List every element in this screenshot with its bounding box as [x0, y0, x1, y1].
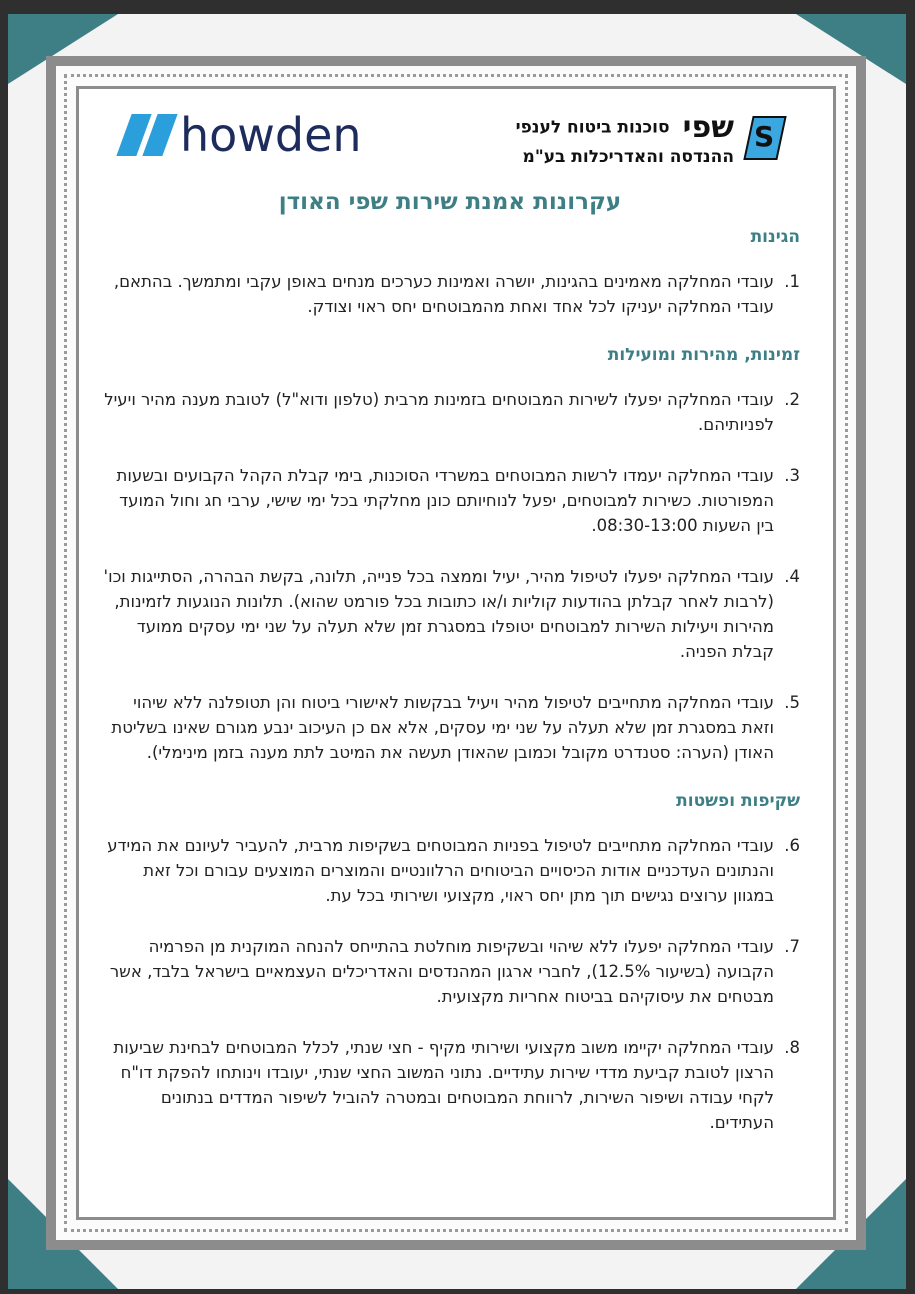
- item-text: עובדי המחלקה יפעלו ללא שיהוי ובשקיפות מוחלטת בהתייחס להנחה המוקנית מן הפרמיה הקבועה (בשיעור 12.5%), לחברי ארגון המהנדסים והאדריכלים העצמאיים בישראל בלבד, אשר מבטחים את עיסוקיהם בביטוח אחריות מקצועית.: [109, 937, 774, 1006]
- shafi-s-icon: S: [744, 116, 782, 162]
- header: [100, 100, 800, 175]
- item-text: עובדי המחלקה יפעלו לטיפול מהיר, יעיל וממצה בכל פנייה, תלונה, בקשת הבהרה, הסתייגות וכו' (לרבות לאחר קבלתן בהודעות קוליות ו/או כתובות בכל פורמט שהוא). תלונות הנוגעות לזמינות, מהירות ויעילות השירות למבוטחים יטופלו במסגרת זמן שלא תעלה על שני ימי עסקים ממועד קבלת הפניה.: [103, 567, 774, 661]
- item-text: עובדי המחלקה יעמדו לרשות המבוטחים במשרדי הסוכנות, בימי קבלת הקהל הקבועים ובשעות המפורטות. כשירות למבוטחים, יפעל לנוחיותם כונן מחלקתי בכל ימי שישי, ערבי חג וחול המועד בין השעות 08:30-13:00.: [116, 466, 774, 535]
- charter-item: [100, 690, 800, 765]
- shafi-tagline-1: סוכנות ביטוח לענפי: [515, 117, 670, 138]
- item-text: עובדי המחלקה מתחייבים לטיפול מהיר ויעיל בבקשות לאישורי ביטוח והן תטופלנה ללא שיהוי וזאת במסגרת זמן שלא תעלה על שני ימי עסקים, אלא אם כן העיכוב ינבע מגורם שאינו בשליטת האודן (הערה: סטנדרט מקובל וכמובן שהאודן תעשה את המיטב לתת מענה בזמן מינימלי).: [111, 693, 774, 762]
- section-heading: הגינות: [750, 227, 800, 247]
- item-text: עובדי המחלקה מאמינים בהגינות, יושרה ואמינות כערכים מנחים באופן עקבי ומתמשך. בהתאם, עובדי המחלקה יעניקו לכל אחד ואחת מהמבוטחים יחס ראוי וצודק.: [113, 272, 774, 316]
- charter-document: [100, 100, 800, 1161]
- howden-logo-icon: [124, 114, 170, 156]
- item-number: 1.: [784, 272, 800, 291]
- howden-logo-text: howden: [180, 108, 362, 162]
- item-text: עובדי המחלקה יקיימו משוב מקצועי ושירותי מקיף - חצי שנתי, לכלל המבוטחים לבחינת שביעות הרצון לטובת קביעת מדדי שירות עתידיים. נתוני המשוב החצי שנתי, יעובדו וינותחו להפקת דו"ח לקחי עבודה ושיפור השירות, לרווחת המבוטחים ובמטרה להוביל לשיפור המדדים בנתונים העתידים.: [113, 1038, 774, 1132]
- item-number: 6.: [784, 836, 800, 855]
- item-text: עובדי המחלקה יפעלו לשירות המבוטחים בזמינות מרבית (טלפון ודוא"ל) לטובת מענה מהיר ויעיל לפניותיהם.: [104, 390, 774, 434]
- charter-item: [100, 463, 800, 538]
- item-number: 7.: [784, 937, 800, 956]
- sections: [100, 227, 800, 1135]
- item-number: 4.: [784, 567, 800, 586]
- charter-item: [100, 1035, 800, 1135]
- section-heading: שקיפות ופשטות: [676, 791, 800, 811]
- shafi-logo: [516, 110, 782, 167]
- item-number: 8.: [784, 1038, 800, 1057]
- charter-item: [100, 564, 800, 664]
- item-number: 3.: [784, 466, 800, 485]
- shafi-tagline-2: ההנדסה והאדריכלות בע"מ: [522, 147, 734, 167]
- section-heading: זמינות, מהירות ומועילות: [607, 345, 800, 365]
- item-number: 2.: [784, 390, 800, 409]
- charter-item: [100, 934, 800, 1009]
- charter-item: [100, 833, 800, 908]
- howden-logo: [124, 108, 362, 162]
- item-text: עובדי המחלקה מתחייבים לטיפול בפניות המבוטחים בשקיפות מרבית, להעביר לעיונם את המידע והנתונים העדכניים אודות הכיסויים הביטוחים הרלוונטיים והמוצרים המוצעים עבורם וכל זאת במגוון ערוצים נגישים תוך מתן יחס ראוי, מקצועי ושירותי בכל עת.: [107, 836, 774, 905]
- shafi-name: שפי: [682, 110, 734, 145]
- item-number: 5.: [784, 693, 800, 712]
- charter-item: [100, 387, 800, 437]
- charter-item: [100, 269, 800, 319]
- document-title: עקרונות אמנת שירות שפי האודן: [278, 189, 622, 215]
